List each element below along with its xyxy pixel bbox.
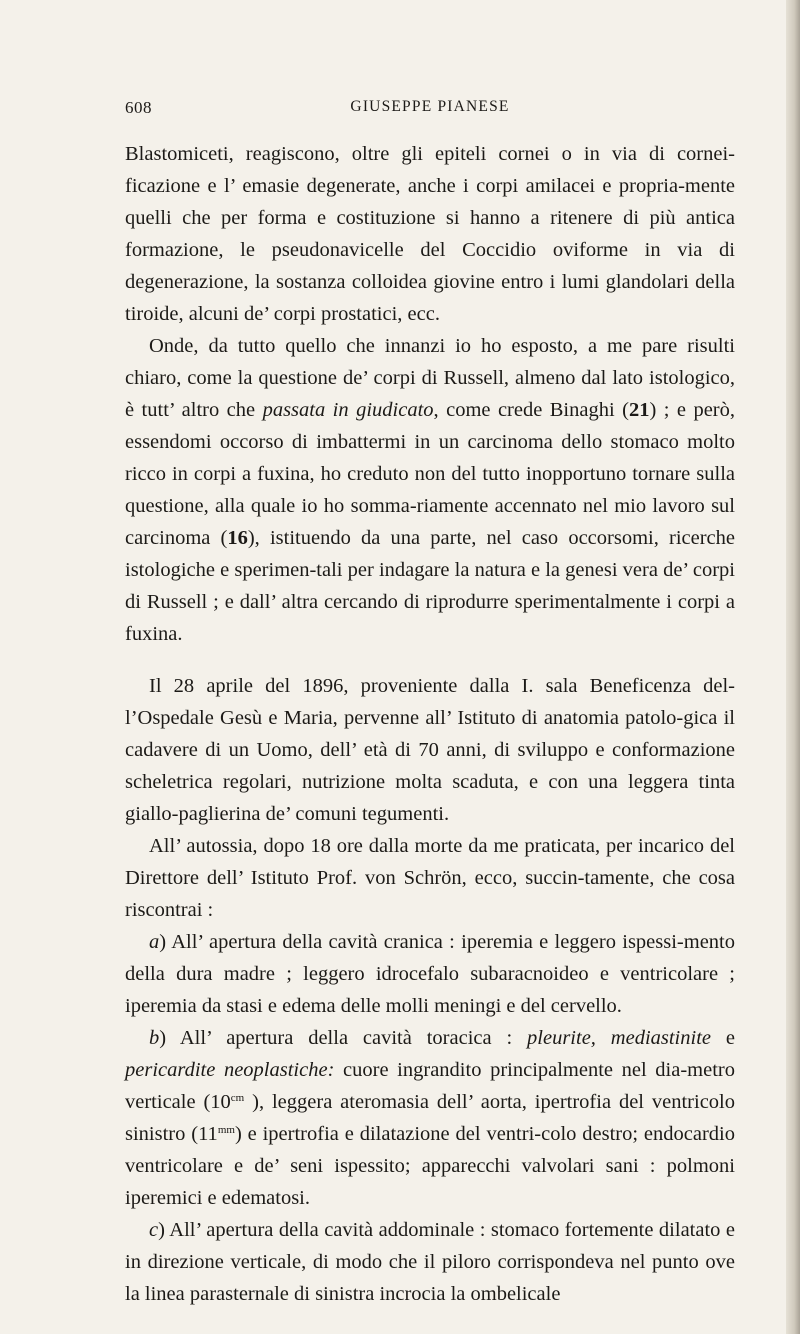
p2-text-c: ) ; e però, essendomi occorso di imbattermi in un carcinoma dello stomaco molto ricco in corpi a fuxina, ho creduto non del tutto inopportuno tornare sulla questione, alla quale io ho somma-riamente accennato nel mio lavoro sul carcinoma ( — [125, 399, 735, 549]
running-head: GIUSEPPE PIANESE — [350, 98, 510, 115]
item-label-b: b — [149, 1027, 160, 1049]
paragraph-4: All’ autossia, dopo 18 ore dalla morte da me praticata, per incarico del Direttore dell’ Istituto Prof. von Schrön, ecco, succin-tamente, che cosa riscontrai : — [125, 835, 735, 921]
reference-16: 16 — [227, 527, 248, 549]
unit-cm: cm — [230, 1092, 245, 1104]
page-header — [125, 98, 735, 124]
paragraph-2 — [125, 330, 735, 650]
p2-text-d: ), istituendo da una parte, nel caso occorsomi, ricerche istologiche e sperimen-tali per indagare la natura e la genesi vera de’ corpi di Russell ; e dall’ altra cercando di riprodurre sperimentalmente i corpi a fuxina. — [125, 527, 735, 645]
p6-text-e: ) e ipertrofia e dilatazione del ventri-colo destro; endocardio ventricolare e de’ seni ispessito; apparecchi valvolari sani : polmoni iperemici e edematosi. — [125, 1123, 735, 1209]
p6-text-b: e — [711, 1027, 735, 1049]
item-a-text: ) All’ apertura della cavità cranica : iperemia e leggero ispessi-mento della dura madre ; leggero idrocefalo subaracnoideo e ventricolare ; iperemia da stasi e edema delle molli meningi e del cervello. — [125, 931, 735, 1017]
paragraph-1: Blastomiceti, reagiscono, oltre gli epiteli cornei o in via di cornei-ficazione e l’ emasie degenerate, anche i corpi amilacei e propria-mente quelli che per forma e costituzione si hanno a ritenere di più antica formazione, le pseudonavicelle del Coccidio oviforme in via di degenerazione, la sostanza colloidea giovine entro i lumi glandolari della tiroide, alcuni de’ corpi prostatici, ecc. — [125, 143, 735, 325]
p6-text-d: ), leggera ateromasia dell’ aorta, ipertrofia del ventricolo sinistro (11 — [125, 1091, 735, 1145]
page-edge-shadow — [786, 0, 800, 1334]
p6-italic-2: pericardite neoplastiche: — [125, 1059, 335, 1081]
p6-text-a: ) All’ apertura della cavità toracica : — [159, 1027, 528, 1049]
paragraph-b — [125, 1022, 735, 1214]
item-label-c: c — [149, 1219, 159, 1241]
p2-text-a: Onde, da tutto quello che innanzi io ho esposto, a me pare risulti chiaro, come la questione de’ corpi di Russell, almeno dal lato istologico, è tutt’ altro che — [125, 335, 735, 421]
p6-text-c: cuore ingrandito principalmente nel dia-metro verticale (10 — [125, 1059, 735, 1113]
paragraph-3: Il 28 aprile del 1896, proveniente dalla I. sala Beneficenza del-l’Ospedale Gesù e Maria, pervenne all’ Istituto di anatomia patolo-gica il cadavere di un Uomo, dell’ età di 70 anni, di sviluppo e conformazione scheletrica regolari, nutrizione molta scaduta, e con una leggera tinta giallo-paglierina de’ comuni tegumenti. — [125, 675, 735, 825]
unit-mm: mm — [217, 1124, 235, 1136]
paragraph-a — [125, 926, 735, 1022]
p6-italic-1: pleurite, mediastinite — [527, 1027, 711, 1049]
paragraph-c — [125, 1214, 735, 1310]
body-text — [125, 138, 735, 1310]
page-number: 608 — [125, 98, 152, 117]
item-label-a: a — [149, 931, 160, 953]
item-c-text: ) All’ apertura della cavità addominale : stomaco fortemente dilatato e in direzione verticale, di modo che il piloro corrispondeva nel punto ove la linea parasternale di sinistra incrocia la ombelicale — [125, 1219, 735, 1305]
reference-21: 21 — [628, 399, 650, 421]
p2-text-b: , come crede Binaghi ( — [433, 399, 629, 421]
p2-italic-phrase: passata in giudicato — [262, 399, 434, 421]
